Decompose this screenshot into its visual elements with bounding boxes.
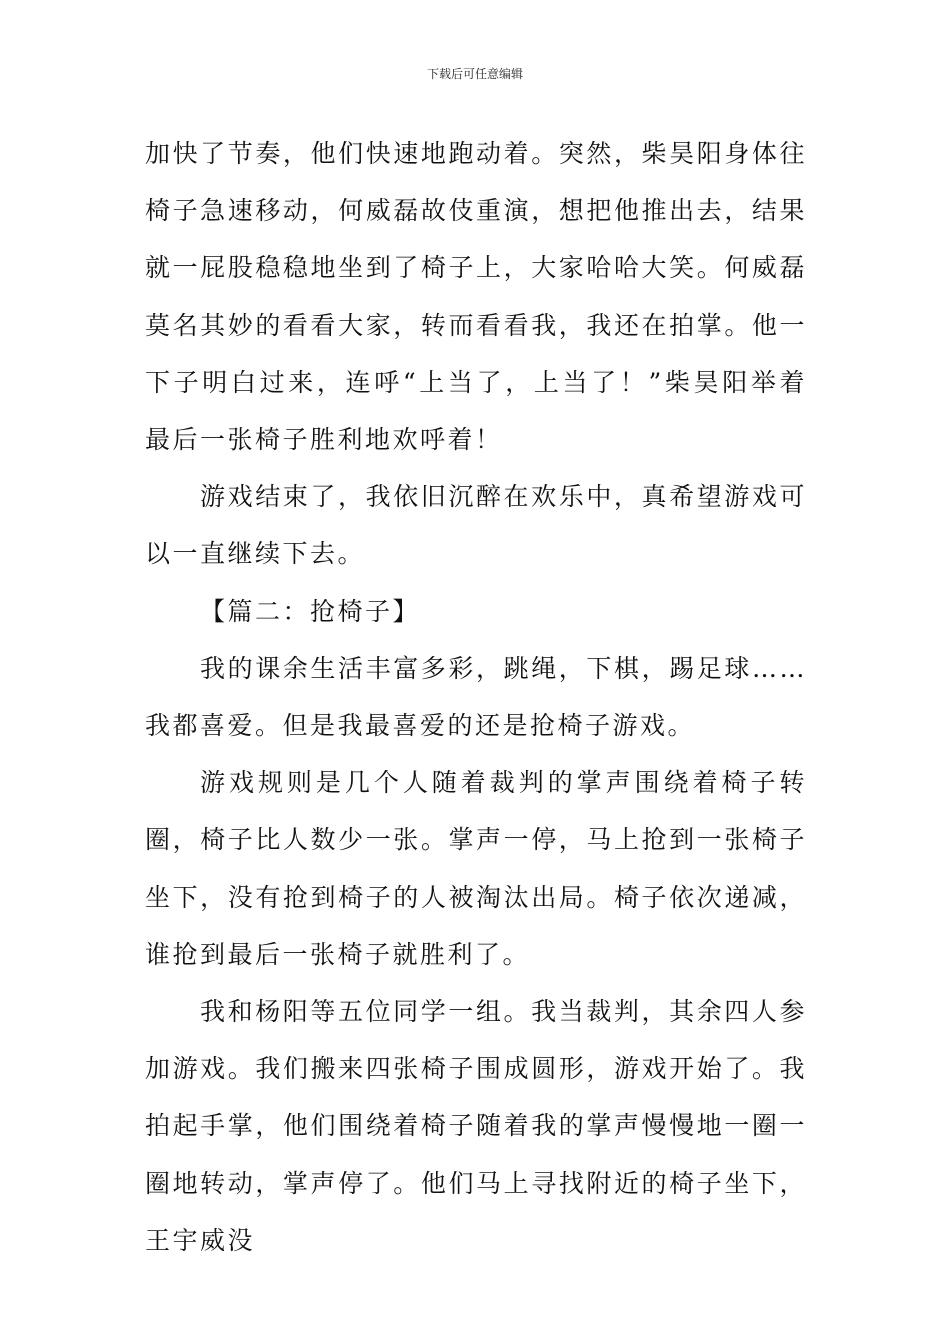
paragraph: 我的课余生活丰富多彩，跳绳，下棋，踢足球……我都喜爱。但是我最喜爱的还是抢椅子游戏。: [145, 653, 807, 741]
paragraph: 我和杨阳等五位同学一组。我当裁判，其余四人参加游戏。我们搬来四张椅子围成圆形，游戏开始了。我拍起手掌，他们围绕着椅子随着我的掌声慢慢地一圈一圈地转动，掌声停了。他们马上寻找附近的椅子坐下，王宇威没: [145, 997, 807, 1255]
article-body: [145, 125, 807, 1269]
paragraph: 游戏规则是几个人随着裁判的掌声围绕着椅子转圈，椅子比人数少一张。掌声一停，马上抢到一张椅子坐下，没有抢到椅子的人被淘汰出局。椅子依次递减，谁抢到最后一张椅子就胜利了。: [145, 768, 807, 969]
section-heading: 【篇二：抢椅子】: [200, 596, 421, 626]
paragraph: 游戏结束了，我依旧沉醉在欢乐中，真希望游戏可以一直继续下去。: [145, 482, 807, 569]
page-header: 下载后可任意编辑: [426, 67, 523, 81]
paragraph-continuation: 加快了节奏，他们快速地跑动着。突然，柴昊阳身体往椅子急速移动，何威磊故伎重演，想把他推出去，结果就一屁股稳稳地坐到了椅子上，大家哈哈大笑。何威磊莫名其妙的看看大家，转而看看我，我还在拍掌。他一下子明白过来，连呼“上当了，上当了！”柴昊阳举着最后一张椅子胜利地欢呼着！: [145, 139, 807, 455]
